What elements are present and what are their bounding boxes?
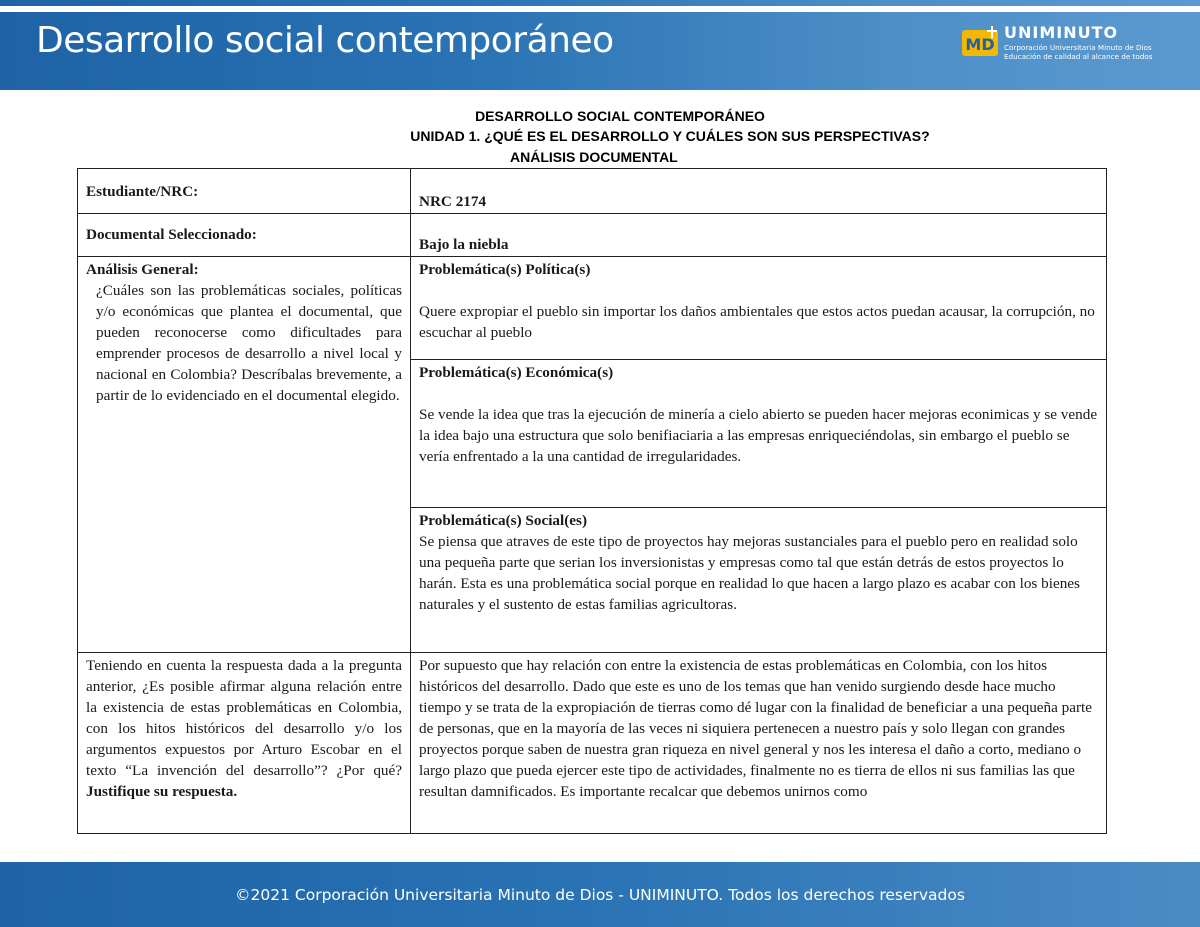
banner-title: Desarrollo social contemporáneo: [36, 20, 614, 61]
uniminuto-logo: [962, 20, 1162, 70]
analysis-label: Análisis General:: [86, 261, 199, 278]
logo-name: UNIMINUTO: [1004, 23, 1119, 42]
political-cell: [411, 257, 1107, 360]
student-value: NRC 2174: [419, 193, 487, 210]
documental-value: Bajo la niebla: [419, 236, 509, 253]
relation-question-cell: [78, 653, 411, 834]
logo-subtitle-1: Corporación Universitaria Minuto de Dios: [1004, 43, 1152, 52]
relation-question: Teniendo en cuenta la respuesta dada a la pregunta anterior, ¿Es posible afirmar alguna relación entre la existencia de estas problemáticas en Colombia, con los hitos históricos del desarrollo y/o los argumentos expuestos por Arturo Escobar en el texto “La invención del desarrollo”? ¿Por qué?: [86, 657, 402, 779]
md-logo-icon: [962, 26, 1000, 60]
relation-answer: Por supuesto que hay relación con entre la existencia de estas problemáticas en Colombia, con los hitos históricos del desarrollo. Dado que este es uno de los temas que han venido surgiendo desde hace mucho tiempo y se trata de la expropiación de tierras como dé lugar con la finalidad de beneficiar a una pequeña parte de personas, que en la mayoría de las veces ni siquiera pertenecen a nuestro país y solo llegan con grandes proyectos porque saben de nuestra gran riqueza en nivel general y nos les interesa el daño a corto, mediano o largo plazo que pueda ejercer este tipo de actividades, finalmente no es tierra de ellos ni sus familias las que resultan damnificados. Es importante recalcar que debemos unirnos como: [419, 657, 1093, 800]
analysis-question-cell: [78, 257, 411, 653]
relation-question-bold: Justifique su respuesta.: [86, 783, 238, 800]
table-row-relation: [78, 653, 1107, 834]
student-value-cell: [411, 169, 1107, 214]
documental-label-cell: [78, 214, 411, 257]
economic-text: Se vende la idea que tras la ejecución de minería a cielo abierto se pueden hacer mejoras econimicas y se vende la idea bajo una estructura que solo benifiaciaria a las empresas enriqueciéndolas, sin embargo el pueblo se vería enfrentado a la una cantidad de irregularidades.: [419, 406, 1098, 465]
student-label-cell: [78, 169, 411, 214]
economic-cell: [411, 360, 1107, 508]
social-cell: [411, 508, 1107, 653]
document-unit: UNIDAD 1. ¿QUÉ ES EL DESARROLLO Y CUÁLES SON SUS PERSPECTIVAS?: [410, 128, 930, 144]
relation-answer-cell: [411, 653, 1107, 834]
document-title: DESARROLLO SOCIAL CONTEMPORÁNEO: [475, 108, 765, 124]
economic-label: Problemática(s) Económica(s): [419, 364, 614, 381]
social-label: Problemática(s) Social(es): [419, 512, 588, 529]
political-text: Quere expropiar el pueblo sin importar los daños ambientales que estos actos puedan acausar, la corrupción, no escuchar al pueblo: [419, 303, 1095, 341]
document-subtitle: ANÁLISIS DOCUMENTAL: [510, 149, 678, 165]
banner-stripe-top: [0, 6, 1200, 12]
student-label: Estudiante/NRC:: [86, 183, 199, 200]
header-banner: [0, 0, 1200, 90]
footer-copyright: ©2021 Corporación Universitaria Minuto de Dios - UNIMINUTO. Todos los derechos reservados: [235, 886, 965, 904]
documental-value-cell: [411, 214, 1107, 257]
analysis-question: ¿Cuáles son las problemáticas sociales, políticas y/o económicas que plantea el documental, que pueden reconocerse como dificultades para emprender procesos de desarrollo a nivel local y nacional en Colombia? Descríbalas brevemente, a partir de lo evidenciado en el documental elegido.: [96, 282, 402, 404]
relation-question-wrap: [86, 655, 402, 802]
table-row-student: [78, 169, 1107, 214]
table-row-political: [78, 257, 1107, 360]
documental-label: Documental Seleccionado:: [86, 226, 257, 243]
social-text: Se piensa que atraves de este tipo de proyectos hay mejoras sustanciales para el pueblo pero en realidad solo una pequeña parte que serian los inversionistas y empresas como tal que están detrás de estos proyectos lo harán. Esta es una problemática social porque en realidad lo que hacen a largo plazo es acabar con los bienes naturales y el sustento de estas familias agricultoras.: [419, 533, 1080, 613]
logo-mark-text: MD: [965, 35, 995, 54]
political-label: Problemática(s) Política(s): [419, 261, 591, 278]
table-row-documental: [78, 214, 1107, 257]
footer-banner: [0, 862, 1200, 927]
analysis-table: [77, 168, 1107, 834]
logo-subtitle-2: Educación de calidad al alcance de todos: [1004, 52, 1153, 61]
